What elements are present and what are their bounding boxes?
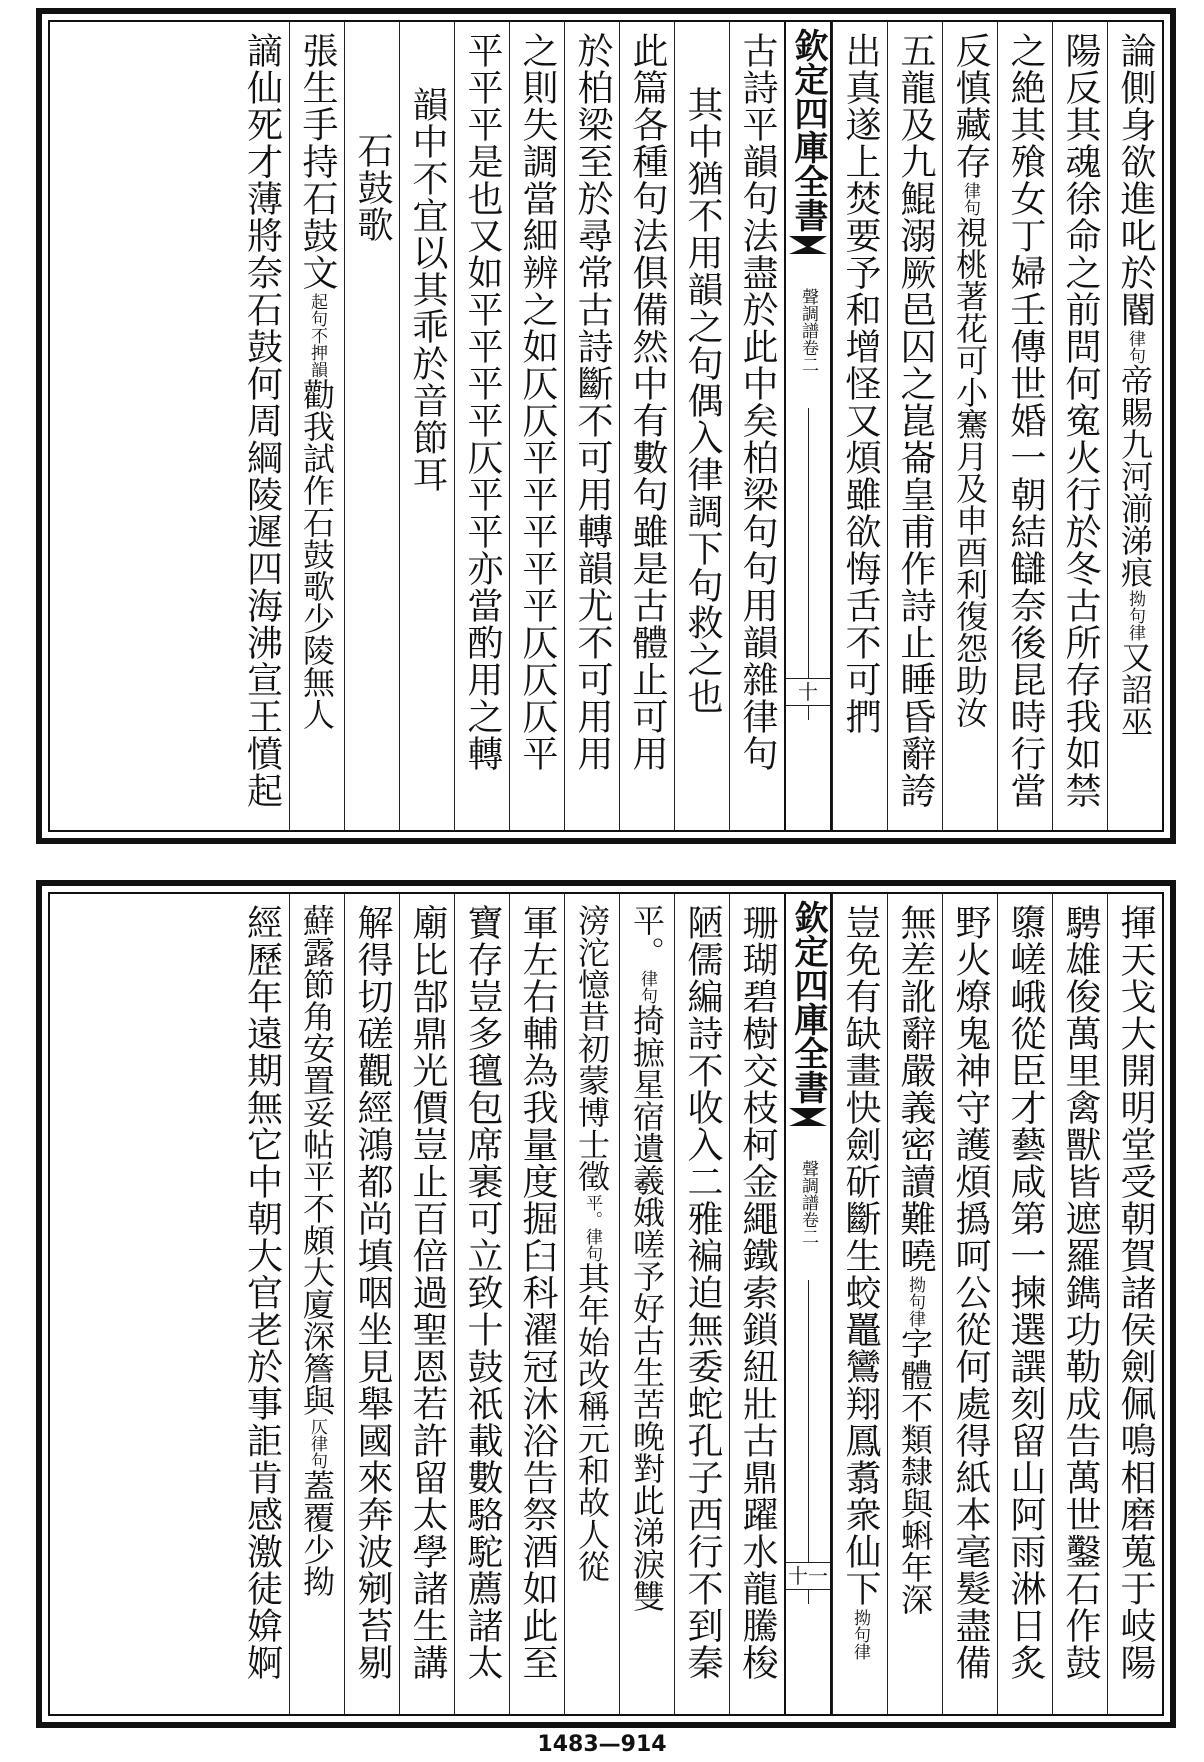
- text-column: [564, 22, 619, 830]
- book-meta: [798, 288, 818, 408]
- text-column: [887, 22, 942, 830]
- center-fold: [784, 894, 832, 1714]
- folio-number: 十: [786, 678, 830, 706]
- column-text: 平平平是也又如平平平平仄平平亦當酌用之轉: [462, 32, 503, 772]
- annotation: 平。律句: [582, 1194, 602, 1262]
- column-text: 揮天戈大開明堂受朝賀諸侯劍佩鳴相磨蒐于岐陽: [1115, 904, 1156, 1681]
- annotation: 律句: [1125, 330, 1145, 364]
- column-text: 之絶其飱女丁婦壬傳世婚一朝結讎奈後昆時行當: [1005, 32, 1046, 809]
- column-text: 廟比郜鼎光價豈止百倍過聖恩若許留太學諸生講: [407, 904, 448, 1681]
- column-text: 隳嵯峨從臣才藝咸第一揀選譔刻留山阿雨淋日炙: [1005, 904, 1046, 1681]
- page-2: [36, 880, 1176, 1728]
- book-title: 聲調譜: [798, 288, 818, 339]
- column-text: 字體不類隸與蝌年深: [896, 1327, 934, 1615]
- text-column: [454, 22, 509, 830]
- text-column: [509, 894, 564, 1714]
- text-column: [997, 22, 1052, 830]
- text-column: [289, 22, 344, 830]
- column-text: 帝賜九河湔涕痕: [1116, 364, 1154, 588]
- column-text: 陋儒編詩不收入二雅褊迫無委蛇孔子西行不到秦: [682, 904, 723, 1681]
- text-column: [674, 894, 729, 1714]
- text-column: [1052, 22, 1107, 830]
- column-text: 謫仙死才薄將奈石鼓何周綱陵遲四海沸宣王憤起: [241, 32, 283, 809]
- column-text: 於柏梁至於尋常古詩斷不可用轉韻尤不可用用: [572, 32, 613, 772]
- column-text: 蓋覆少拗: [298, 1469, 336, 1597]
- annotation: 律句: [960, 182, 980, 216]
- column-text: 韻中不宜以其乖於音節耳: [407, 86, 448, 493]
- text-column: [619, 894, 674, 1714]
- fishtail-mark: [789, 236, 827, 254]
- column-text: 其中猶不用韻之句偶入律調下句救之也: [682, 86, 723, 715]
- text-column: [942, 894, 997, 1714]
- annotation: 拗句律: [1125, 590, 1145, 641]
- column-text: 平。: [628, 904, 666, 968]
- column-text: 軍左右輔為我量度掘臼科濯冠沐浴告祭酒如此至: [517, 904, 558, 1681]
- column-text: 野火燎鬼神守護煩撝呵公從何處得紙本毫髮盡備: [950, 904, 991, 1681]
- column-text: 五龍及九鯤溺厥邑囚之崑崙皇甫作詩止睡昏辭誇: [895, 32, 936, 809]
- text-column: [729, 22, 784, 830]
- column-text: 蘚露節角安置妥帖平不頗大廈深簷與: [298, 904, 336, 1416]
- column-text: 視桃著花可小騫月及申酉利復怨助汝: [951, 216, 989, 728]
- poem-title: 石鼓歌: [352, 132, 393, 243]
- column-text: 騁雄俊萬里禽獸皆遮羅鐫功勒成告萬世鑿石作鼓: [1060, 904, 1101, 1681]
- column-text: 其年始改稱元和故人從: [573, 1262, 611, 1582]
- column-text: 經歷年遠期無它中朝大官老於事詎肯感激徒媕婀: [241, 904, 283, 1681]
- catalog-number: 1483—914: [537, 1732, 667, 1757]
- text-column: [674, 22, 729, 830]
- column-text: 之則失調當細辨之如仄仄平平平平平仄仄仄平: [517, 32, 558, 772]
- text-column: [399, 22, 454, 830]
- text-column: [619, 22, 674, 830]
- column-text: 論側身欲進叱於閽: [1115, 32, 1156, 328]
- book-title: 聲調譜: [798, 1160, 818, 1211]
- column-text: 出真遂上焚要予和增怪又煩雖欲悔舌不可捫: [840, 32, 881, 735]
- annotation: 仄律句: [307, 1418, 327, 1469]
- column-text: 張生手持石鼓文: [297, 32, 338, 291]
- spine-title: 欽定四庫全書: [788, 28, 828, 232]
- column-text: 勸我試作石鼓歌少陵無人: [298, 378, 336, 730]
- column-text: 又詔巫: [1116, 641, 1154, 737]
- text-column: [564, 894, 619, 1714]
- book-meta: [798, 1160, 818, 1280]
- column-text: 無差訛辭嚴義密讀難曉: [895, 904, 936, 1274]
- text-column: [997, 894, 1052, 1714]
- column-text: 掎摭星宿遺羲娥嗟予好古生苦晚對此涕淚雙: [628, 1004, 666, 1612]
- text-column: [1052, 894, 1107, 1714]
- text-column: [399, 894, 454, 1714]
- text-column: [289, 894, 344, 1714]
- text-column: [942, 22, 997, 830]
- annotation: 拗句律: [850, 1609, 870, 1660]
- column-text: 此篇各種句法俱備然中有數句雖是古體止可用: [627, 32, 668, 772]
- column-text: 解得切磋觀經鴻都尚填咽坐見舉國來奔波剜苔剔: [352, 904, 393, 1681]
- column-text: 滂沱憶昔初蒙博士徵: [573, 904, 611, 1192]
- column-text: 豈免有缺畫快劍斫斷生蛟鼉鸞翔鳳翥衆仙下: [840, 904, 881, 1607]
- column-text: 珊瑚碧樹交枝柯金繩鐵索鎖紐壯古鼎躍水龍騰梭: [737, 904, 778, 1681]
- text-column: [344, 894, 399, 1714]
- annotation: 律句: [637, 970, 657, 1004]
- volume-label: 卷二: [798, 339, 818, 373]
- text-column: [832, 22, 887, 830]
- text-column: [454, 894, 509, 1714]
- annotation: 拗句律: [905, 1276, 925, 1327]
- text-column: [234, 894, 289, 1714]
- text-column: [234, 22, 289, 830]
- page-1: [36, 8, 1176, 844]
- center-fold: [784, 22, 832, 830]
- text-column: [1107, 894, 1162, 1714]
- text-column: [344, 22, 399, 830]
- volume-label: 卷二: [798, 1211, 818, 1245]
- column-text: 寶存豈多氊包席裹可立致十鼓祇載數駱駝薦諸太: [462, 904, 503, 1681]
- folio-number: 十一: [788, 1564, 828, 1588]
- text-column: [887, 894, 942, 1714]
- spine-title: 欽定四庫全書: [788, 900, 828, 1104]
- text-column: [832, 894, 887, 1714]
- column-text: 反慎藏存: [950, 32, 991, 180]
- fishtail-mark: [789, 1108, 827, 1126]
- annotation: 起句不押韻: [307, 293, 327, 378]
- column-text: 古詩平韻句法盡於此中矣柏梁句句用韻雜律句: [737, 32, 778, 772]
- text-column: [1107, 22, 1162, 830]
- text-column: [509, 22, 564, 830]
- text-column: [729, 894, 784, 1714]
- column-text: 陽反其魂徐命之前問何寃火行於冬古所存我如禁: [1060, 32, 1101, 809]
